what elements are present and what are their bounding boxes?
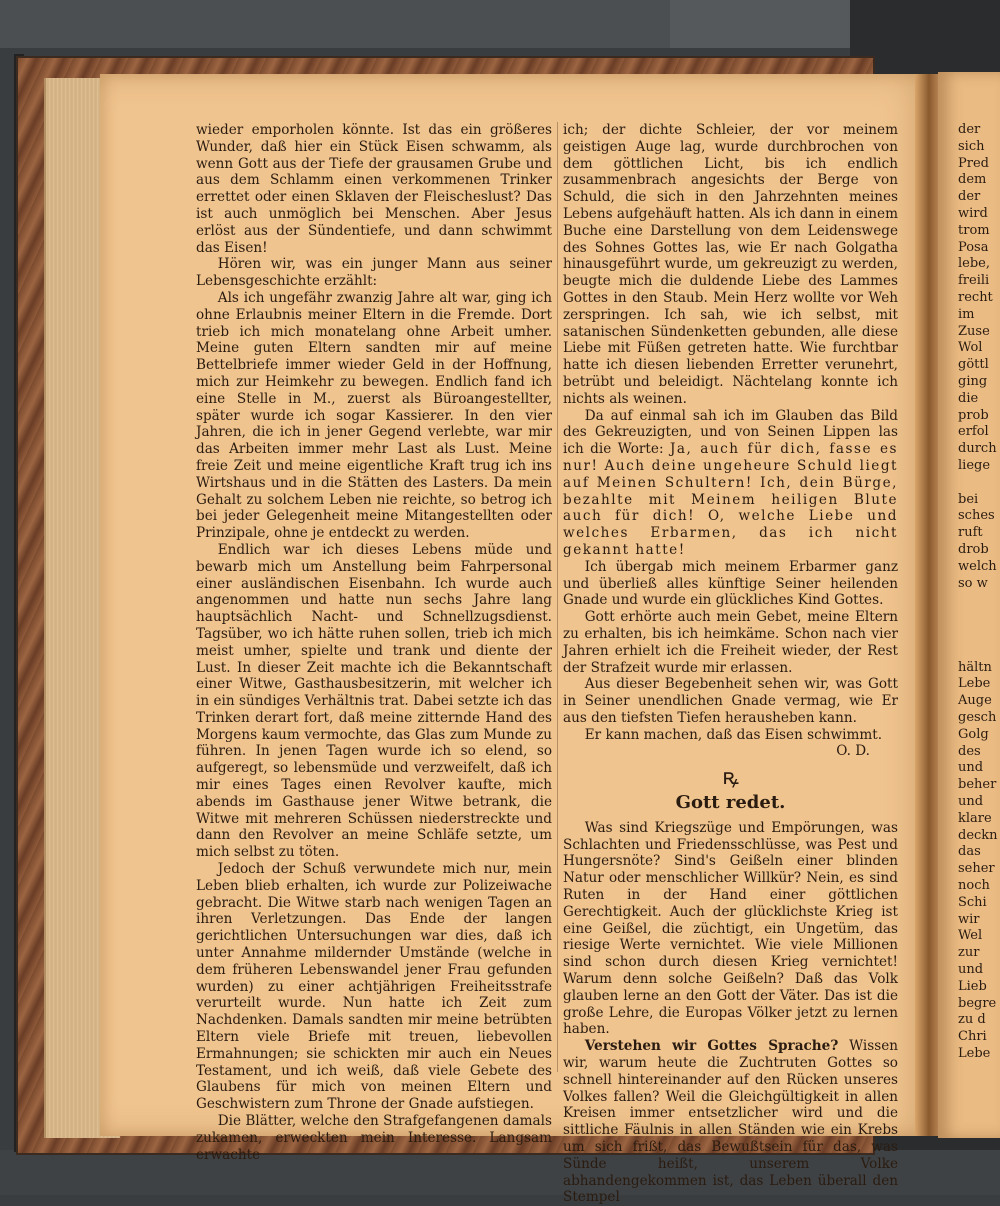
paragraph-text: Da auf einmal sah ich im Glauben das Bild des Gekreuzigten, und von Seinen Lippen las ich die Worte: <box>563 407 898 458</box>
facing-page-fragment: Auge <box>958 693 992 709</box>
facing-page-fragment: erfol <box>958 424 989 440</box>
facing-page-fragment: prob <box>958 407 989 423</box>
paragraph: Was sind Kriegszüge und Empörungen, was Schlachten und Friedensschlüsse, was Pest und Hungersnöte? Sind's Geißeln einer blinden Natur oder menschlicher Willkür? Nein, es sind Ruten in der Hand einer göttlichen Gerechtigkeit. Auch der glücklichste Krieg ist eine Geißel, die züchtigt, ein Ungetüm, das riesige Werte vernichtet. Wie viele Millionen sind schon durch diesen Krieg vernichtet! Warum denn solche Geißeln? Daß das Volk glauben lerne an den Gott der Väter. Das ist die große Lehre, die Europas Völker jetzt zu lernen haben. <box>563 819 898 1038</box>
facing-page-fragment: begre <box>958 995 997 1011</box>
paragraph: wieder emporholen könnte. Ist das ein größeres Wunder, daß hier ein Stück Eisen schwamm, als wenn Gott aus der Tiefe der grausamen Grube und aus dem Schlamm einen verkommenen Trinker errettet oder einen Sklaven der Fleischeslust? Das ist auch unmöglich bei Menschen. Aber Jesus erlöst aus der Sündentiefe, und dann schwimmt das Eisen! <box>196 122 552 256</box>
facing-page-fragment: trom <box>958 222 990 238</box>
facing-page-fragment: der <box>958 122 981 137</box>
column-divider <box>557 122 558 1072</box>
facing-page-fragment: freili <box>958 273 990 289</box>
facing-page-fragment: gesch <box>958 710 997 725</box>
paragraph: Er kann machen, daß das Eisen schwimmt. <box>584 726 883 743</box>
facing-page-fragment: Schi <box>958 894 987 910</box>
emphasized-quote: Ja, auch für dich, fasse es nur! Auch deine ungeheure Schuld liegt auf Meinen Schultern! Ich, dein Bürge, bezahlte mit Meinem heiligen Blute auch für dich! O, welche Liebe und welches Erbarmen, das ich nicht gekannt hatte! <box>563 441 898 558</box>
facing-page-fragment: noch <box>958 878 990 893</box>
facing-page-fragment: recht <box>958 290 993 305</box>
facing-page-fragment: der <box>958 189 981 205</box>
facing-page-fragment: sich <box>958 138 985 154</box>
facing-page-fragment: und <box>958 962 984 977</box>
facing-page-fragment: durch <box>958 441 997 457</box>
paragraph <box>563 1038 898 1206</box>
facing-page-fragment: Wel <box>958 928 983 944</box>
facing-page-fragment: dem <box>958 172 987 188</box>
facing-page-fragment: bei <box>958 491 979 507</box>
right-column <box>563 122 898 1206</box>
facing-page-fragment: Chri <box>958 1029 987 1045</box>
left-column <box>196 122 552 1163</box>
facing-page-fragment: liege <box>958 458 991 473</box>
paragraph: Die Blätter, welche den Strafgefangenen damals zukamen, erweckten mein Interesse. Langsam erwachte <box>196 1113 552 1163</box>
paragraph <box>563 408 898 559</box>
facing-page-fragment: und <box>958 794 984 809</box>
author-signature: O. D. <box>836 743 870 760</box>
facing-page-fragment: seher <box>958 861 995 877</box>
facing-page-fragment: Lebe <box>958 1046 991 1061</box>
facing-page-fragment: welch <box>958 558 997 574</box>
facing-page-fragment: Wol <box>958 340 983 356</box>
facing-page-fragment: ruft <box>958 525 983 541</box>
facing-page-fragment: Lieb <box>958 978 987 994</box>
bold-question: Verstehen wir Gottes Sprache? <box>584 1038 839 1055</box>
facing-page-fragment: beher <box>958 777 997 793</box>
facing-page-fragment: das <box>958 844 981 860</box>
facing-page-fragment: die <box>958 390 979 406</box>
ornament-icon: ꝶ <box>722 765 739 791</box>
facing-page-fragment: und <box>958 760 984 776</box>
paragraph: ich; der dichte Schleier, der vor meinem geistigen Auge lag, wurde durchbrochen von dem göttlichen Licht, bis ich endlich zusammenbrach angesichts der Berge von Schuld, die sich in den Jahrzehnten meines Lebens aufgehäuft hatten. Als ich dann in einem Buche eine Darstellung von dem Leidenswege des Sohnes Gottes las, wie Er nach Golgatha hinausgeführt wurde, um gekreuzigt zu werden, beugte mich die duldende Liebe des Lammes Gottes in den Staub. Mein Herz wollte vor Weh zerspringen. Ich sah, wie ich selbst, mit satanischen Sündenketten gebunden, alle diese Liebe mit Füßen getreten hatte. Wie furchtbar hatte ich diesen liebenden Erretter verunehrt, betrübt und beleidigt. Nächtelang konnte ich nichts als weinen. <box>563 122 898 407</box>
facing-page-fragment: des <box>958 743 981 759</box>
facing-page-fragment: deckn <box>958 827 998 843</box>
facing-page-fragment: Golg <box>958 726 989 742</box>
paragraph: Endlich war ich dieses Lebens müde und bewarb mich um Anstellung beim Fahrpersonal einer ausländischen Eisenbahn. Ich wurde auch angenommen und hatte nun sechs Jahre lang hauptsächlich Nacht- und Schnellzugsdienst. Tagsüber, wo ich hätte ruhen sollen, trieb ich mich meist umher, spielte und trank und diente der Lust. In dieser Zeit machte ich die Bekanntschaft einer Witwe, Gasthausbesitzerin, mit welcher ich in ein sündiges Verhältnis trat. Dabei setzte ich das Trinken derart fort, daß meine zitternde Hand des Morgens kaum vermochte, das Glas zum Munde zu führen. In jenen Tagen wurde ich so elend, so aufgeregt, so lebensmüde und verzweifelt, daß ich mir eines Tages einen Revolver kaufte, mich abends im Gasthause jener Witwe betrank, die Witwe mit mehreren Schüssen niederstreckte und dann den Revolver an meine Schläfe setzte, um mich selbst zu töten. <box>196 541 552 861</box>
background-top-middle <box>670 0 850 48</box>
facing-page-fragment: göttl <box>958 357 989 373</box>
paragraph: Hören wir, was ein junger Mann aus seiner Lebensgeschichte erzählt: <box>196 256 552 290</box>
facing-page-fragment: klare <box>958 810 992 826</box>
facing-page-fragment: ging <box>958 374 988 389</box>
facing-page-fragment: im <box>958 306 975 322</box>
facing-page-fragment: zu d <box>958 1012 986 1028</box>
facing-page-fragment: so w <box>958 575 988 591</box>
paragraph: Gott erhörte auch mein Gebet, meine Eltern zu erhalten, bis ich heimkäme. Schon nach vier Jahren erhielt ich die Freiheit wieder, der Rest der Strafzeit wurde mir erlassen. <box>563 609 898 676</box>
facing-page-fragment: wird <box>958 206 988 221</box>
facing-page-fragment: hältn <box>958 659 992 675</box>
paragraph-text: Wissen wir, warum heute die Zuchtruten Gottes so schnell hintereinander auf den Rücken unseres Volkes fallen? Weil die Gleichgültigkeit in allen Kreisen immer entsetzlicher wird und die sittliche Fäulnis in allen Ständen wie ein Krebs um sich frißt, das Bewußtsein für das, was Sünde heißt, unserem Volke abhandengekommen ist, das Leben überall den Stempel <box>563 1038 898 1206</box>
paragraph: Als ich ungefähr zwanzig Jahre alt war, ging ich ohne Erlaubnis meiner Eltern in die Fremde. Dort trieb ich mich monatelang ohne Arbeit umher. Meine guten Eltern sandten mir auf meine Bettelbriefe immer wieder Geld in der Hoffnung, mich zur Heimkehr zu bewegen. Endlich fand ich eine Stelle in M., zuerst als Büroangestellter, später wurde ich sogar Kassierer. In den vier Jahren, die ich in jener Gegend verlebte, war mir das Arbeiten immer mehr Last als Lust. Meine freie Zeit und meine eigentliche Kraft trug ich ins Wirtshaus und in die Stätten des Lasters. Da mein Gehalt zu solchem Leben nie reichte, so betrog ich bei jeder Gelegenheit meine Mitangestellten oder Prinzipale, ohne je entdeckt zu werden. <box>196 289 552 542</box>
paragraph: Ich übergab mich meinem Erbarmer ganz und überließ alles künftige Seiner heilenden Gnade und wurde ein glückliches Kind Gottes. <box>563 558 898 609</box>
facing-page-fragment: zur <box>958 945 980 961</box>
facing-page-fragment: wir <box>958 911 980 927</box>
paragraph: Jedoch der Schuß verwundete mich nur, mein Leben blieb erhalten, ich wurde zur Polizeiwache gebracht. Die Witwe starb nach wenigen Tagen an ihren Verletzungen. Das Ende der langen gerichtlichen Untersuchungen war dies, daß ich unter Annahme mildernder Umstände (welche in dem früheren Lebenswandel jener Frau gefunden wurden) zu einer achtjährigen Freiheitsstrafe verurteilt wurde. Nun hatte ich Zeit zum Nachdenken. Damals sandten mir meine betrübten Eltern viele Briefe mit treuen, liebevollen Ermahnungen; sie schickten mir auch ein Neues Testament, und ich weiß, daß viele Gebete des Glaubens für mich von meinen Eltern und Geschwistern zum Throne der Gnade aufstiegen. <box>196 861 552 1113</box>
facing-page-fragment: Zuse <box>958 323 990 339</box>
section-heading: Gott redet. <box>675 792 786 814</box>
facing-page-fragment: Pred <box>958 155 989 171</box>
facing-page-fragment: drob <box>958 542 989 557</box>
facing-page-fragment: lebe, <box>958 256 990 272</box>
facing-page-fragment: Lebe <box>958 676 991 692</box>
facing-page-fragment: sches <box>958 508 995 524</box>
paragraph: Aus dieser Begebenheit sehen wir, was Gott in Seiner unendlichen Gnade vermag, wie Er aus den tiefsten Tiefen herausheben kann. <box>563 676 898 726</box>
facing-page-fragment: Posa <box>958 239 989 255</box>
background-top-left <box>0 0 670 48</box>
